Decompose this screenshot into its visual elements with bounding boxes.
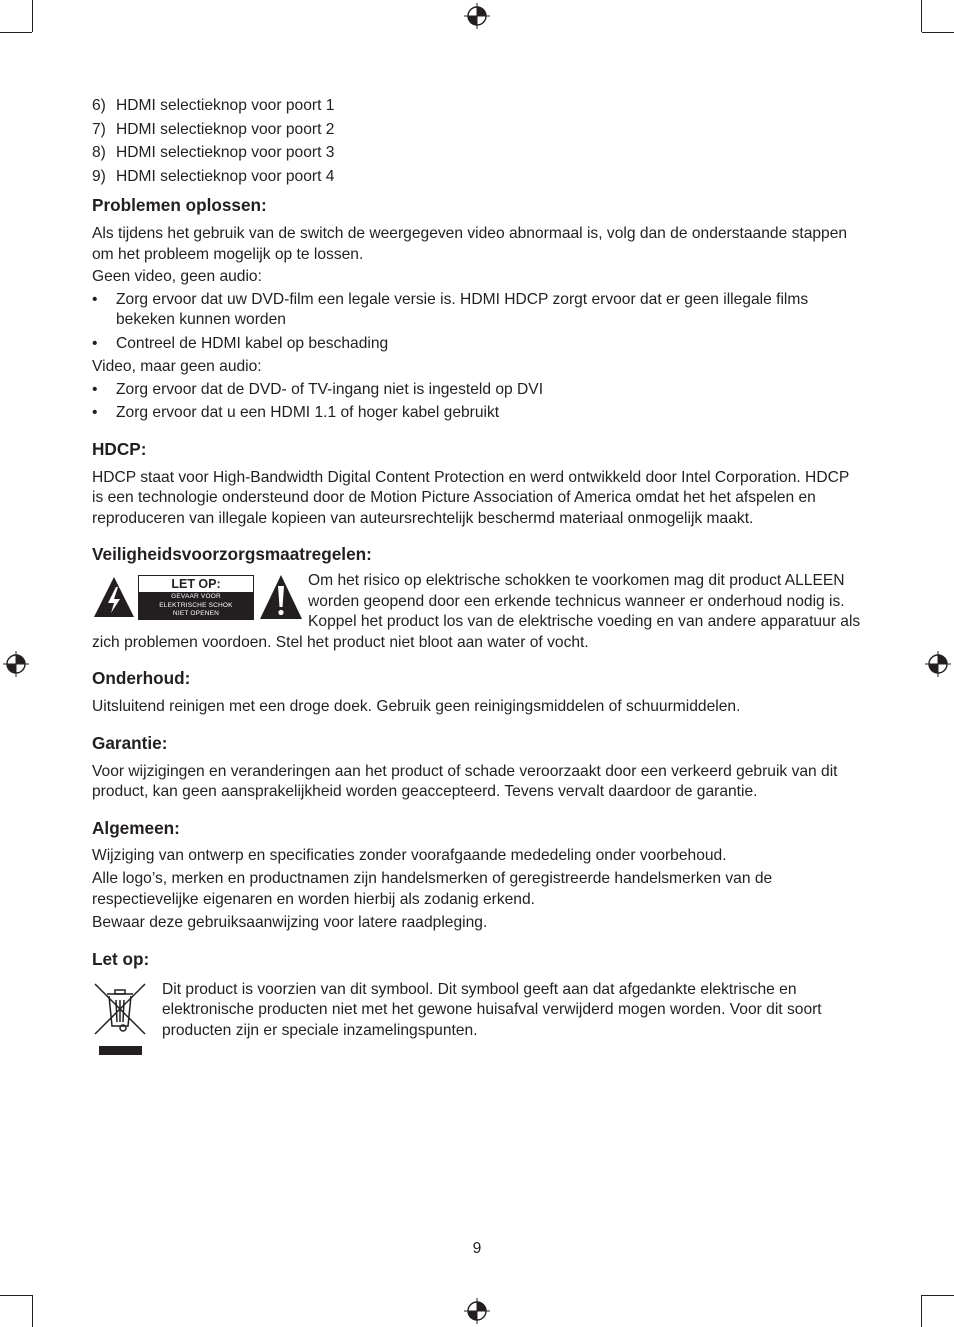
crop-mark-tr-v	[921, 0, 922, 32]
crop-mark-br-h	[922, 1295, 954, 1296]
problemen-case-1: Geen video, geen audio:	[92, 268, 262, 285]
problemen-case-2: Video, maar geen audio:	[92, 358, 262, 375]
list-item: • Zorg ervoor dat de DVD- of TV-ingang niet is ingesteld op DVI	[92, 380, 544, 398]
lightning-warning-icon	[92, 575, 136, 619]
crossed-bin-icon	[92, 980, 148, 1060]
list-item: • Zorg ervoor dat u een HDMI 1.1 of hoger kabel gebruikt	[92, 404, 500, 421]
crop-mark-br-v	[921, 1295, 922, 1327]
section-heading-problemen: Problemen oplossen:	[92, 195, 267, 215]
list-item: • Zorg ervoor dat uw DVD-film een legale versie is. HDMI HDCP zorgt ervoor dat er geen illegale films bekeken kunnen worden	[92, 290, 809, 328]
registration-mark-icon	[464, 3, 490, 29]
section-heading-algemeen: Algemeen:	[92, 817, 180, 838]
garantie-text: Voor wijzigingen en veranderingen aan het product of schade veroorzaakt door een verkeerd gebruik van dit product, kan geen aansprakelijkheid worden geaccepteerd. Tevens vervalt daardoor de garantie.	[92, 762, 838, 800]
weee-text: Dit product is voorzien van dit symbool. Dit symbool geeft aan dat afgedankte elektrische en elektronische producten niet met het gewone huisafval verwijderd mogen worden. Voor dit soort producten zijn er speciale inzamelingspunten.	[162, 980, 822, 1039]
safety-label-graphic	[92, 573, 306, 623]
list-item: 9) HDMI selectieknop voor poort 4	[92, 167, 335, 185]
registration-mark-icon	[925, 651, 951, 677]
crop-mark-tl-v	[32, 0, 33, 32]
page-number: 9	[472, 1240, 482, 1257]
algemeen-p3: Bewaar deze gebruiksaanwijzing voor latere raadpleging.	[92, 914, 488, 931]
weee-notice	[92, 980, 864, 1067]
weee-symbol	[92, 980, 162, 1067]
exclamation-warning-icon	[258, 573, 304, 621]
list-item: 8) HDMI selectieknop voor poort 3	[92, 144, 335, 161]
section-heading-garantie: Garantie:	[92, 732, 168, 753]
section-heading-onderhoud: Onderhoud:	[92, 668, 191, 688]
numbered-list	[92, 96, 864, 190]
crop-mark-tr-h	[922, 32, 954, 33]
page-content	[92, 96, 864, 1066]
section-heading-letop: Let op:	[92, 948, 150, 969]
list-item: 6) HDMI selectieknop voor poort 1	[92, 97, 335, 114]
registration-mark-icon	[3, 651, 29, 677]
crop-mark-bl-h	[0, 1295, 32, 1296]
hdcp-text: HDCP staat voor High-Bandwidth Digital Content Protection en werd ontwikkeld door Intel Corporation. HDCP is een technologie ondersteund door de Motion Picture Association of America omdat het het afspelen en reproduceren van illegale kopieen van auteursrechtelijk beschermd materiaal onmogelijk maakt.	[92, 468, 849, 527]
algemeen-p2: Alle logo’s, merken en productnamen zijn handelsmerken of geregistreerde handelsmerken van de respectievelijke eigenaren en worden hierbij als zodanig erkend.	[92, 870, 773, 908]
problemen-intro: Als tijdens het gebruik van de switch de weergegeven video abnormaal is, volg dan de onderstaande stappen om het probleem mogelijk op te lossen.	[92, 225, 848, 263]
list-item: 7) HDMI selectieknop voor poort 2	[92, 120, 335, 138]
warning-label: LET OP: GEVAAR VOOR ELEKTRISCHE SCHOK NIET OPENEN	[138, 575, 254, 620]
section-heading-veiligheid: Veiligheidsvoorzorgsmaatregelen:	[92, 544, 372, 564]
onderhoud-text: Uitsluitend reinigen met een droge doek. Gebruik geen reinigingsmiddelen of schuurmiddelen.	[92, 698, 741, 715]
algemeen-p1: Wijziging van ontwerp en specificaties zonder voorafgaande mededeling onder voorbehoud.	[92, 846, 727, 864]
crop-mark-tl-h	[0, 32, 32, 33]
list-item: • Contreel de HDMI kabel op beschading	[92, 334, 389, 352]
registration-mark-icon	[464, 1298, 490, 1324]
safety-text: Om het risico op elektrische schokken te voorkomen mag dit product ALLEEN worden geopend door een erkende technicus wanneer er onderhoud nodig is. Koppel het product los van de elektrische voeding en van andere apparatuur als zich problemen voordoen. Stel het product niet bloot aan water of vocht.	[92, 572, 861, 651]
safety-warning	[92, 571, 864, 653]
section-heading-hdcp: HDCP:	[92, 438, 147, 459]
crop-mark-bl-v	[32, 1295, 33, 1327]
